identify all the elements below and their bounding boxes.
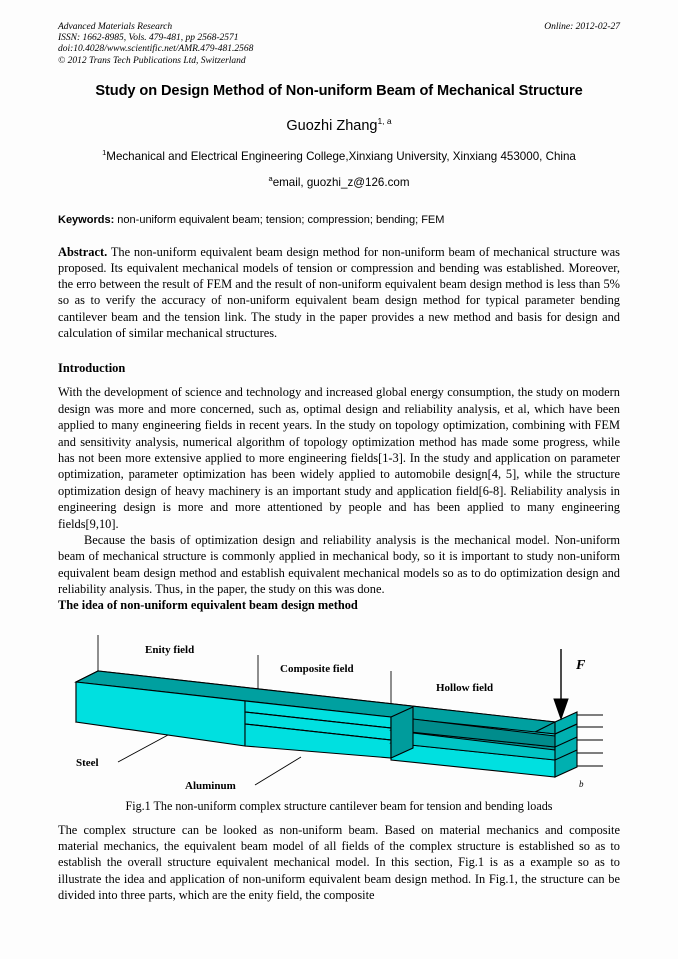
force-arrow-head — [554, 699, 568, 719]
abstract-label: Abstract. — [58, 244, 108, 259]
beam-right-end-face — [555, 712, 577, 777]
keywords-text: non-uniform equivalent beam; tension; compression; bending; FEM — [114, 213, 445, 226]
figure-1-drawing — [58, 627, 620, 795]
issn-line: ISSN: 1662-8985, Vols. 479-481, pp 2568-2571 — [58, 33, 239, 44]
steel-label: Steel — [76, 756, 99, 769]
keywords-line — [58, 214, 620, 226]
enity-field-label: Enity field — [145, 643, 195, 656]
copyright-line: © 2012 Trans Tech Publications Ltd, Switzerland — [58, 55, 246, 66]
author-name: Guozhi Zhang — [286, 117, 378, 134]
figure-1-caption: Fig.1 The non-uniform complex structure cantilever beam for tension and bending loads — [125, 798, 553, 813]
steel-callout-line — [118, 735, 168, 762]
affiliation-line — [58, 148, 620, 163]
journal-name: Advanced Materials Research — [58, 22, 173, 32]
post-figure-paragraph: The complex structure can be looked as non-uniform beam. Based on material mechanics and composite material mechanics, the equivalent beam model of all fields of the complex structure is established so as to establish the overall structure equivalent mechanical model. In this section, Fig.1 is as a example so as to illustrate the idea and application of non-uniform equivalent beam design method. In Fig.1, the structure can be divided into three parts, which are the enity field, the composite — [58, 822, 620, 903]
affiliation-text: Mechanical and Electrical Engineering College,Xinxiang University, Xinxiang 453000, China — [106, 149, 576, 163]
section-heading-introduction: Introduction — [58, 361, 126, 376]
page-content — [58, 22, 620, 904]
width-dimension-label: b — [579, 778, 584, 789]
keywords-label: Keywords: — [58, 213, 115, 226]
section-heading-idea: The idea of non-uniform equivalent beam design method — [58, 597, 358, 612]
intro-paragraph-1: With the development of science and technology and increased global energy consumption, the study on modern design was more and more concerned, such as, optimal design and reliability analysis, et al, which have been applied to many engineering fields in recent years. In the study on topology optimization, combining with FEM and sensitivity analysis, numerical algorithm of topology optimization method has made some progress, while has not been more extensive applied to more engineering fields[1-3]. In the study and application on parameter optimization, parameter optimization has been widely applied to automobile design[4, 5], while the structure optimization design of heavy machinery is an important study and application field[6-8]. Reliability analysis in engineering design is more and more attentioned by people and has been applied to many engineering fields[9,10]. — [58, 385, 620, 531]
composite-field-label: Composite field — [280, 662, 354, 675]
figure-1 — [58, 627, 620, 795]
masthead — [58, 22, 620, 72]
author-affil-marker: 1, a — [377, 116, 392, 126]
aluminum-callout-line — [255, 757, 301, 785]
doi-line: doi:10.4028/www.scientific.net/AMR.479-481.2568 — [58, 44, 254, 55]
email-marker: a — [268, 173, 273, 183]
hollow-field-label: Hollow field — [436, 681, 494, 694]
abstract-text: The non-uniform equivalent beam design method for non-uniform beam of mechanical structure was proposed. Its equivalent mechanical models of tension or compression and bending was established. Moreover, the erro between the result of FEM and the result of non-uniform equivalent beam design method is less than 5% so as to verify the accuracy of non-uniform equivalent beam design method for typical parameter bending cantilever beam and the tension link. The study in the paper provides a new method and basis for design and calculation of similar mechanical structures. — [58, 244, 620, 341]
online-date: Online: 2012-02-27 — [544, 22, 620, 32]
abstract-paragraph — [58, 244, 620, 342]
affiliation-marker: 1 — [102, 147, 107, 157]
force-label: F — [576, 657, 586, 673]
email-line — [58, 174, 620, 189]
page-title: Study on Design Method of Non-uniform Beam of Mechanical Structure — [95, 83, 583, 99]
intro-paragraph-2: Because the basis of optimization design and reliability analysis is the mechanical model. Non-uniform beam of mechanical structure is commonly applied in mechanical body, so it is important to study non-uniform equivalent beam design method and establish equivalent mechanical models so as to do optimization design and reliability analysis. Thus, in the paper, the study on this was done. — [58, 532, 620, 597]
author-line — [58, 116, 620, 134]
email-text: email, guozhi_z@126.com — [272, 175, 410, 189]
aluminum-label: Aluminum — [185, 779, 236, 792]
